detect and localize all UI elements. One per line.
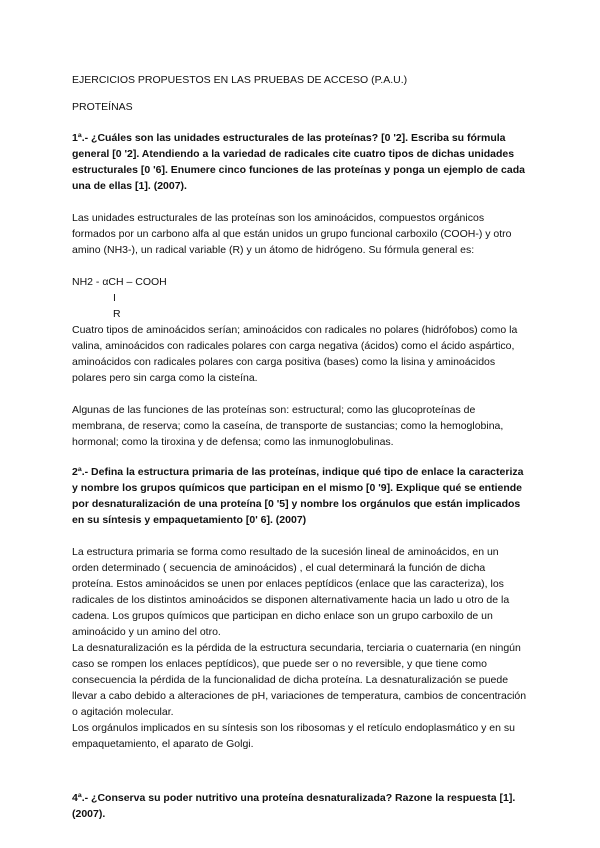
formula-line-2: I [113, 292, 116, 304]
document-title: EJERCICIOS PROPUESTOS EN LAS PRUEBAS DE ACCESO (P.A.U.) [72, 74, 408, 86]
answer-2-paragraph-3: Los orgánulos implicados en su síntesis son los ribosomas y el retículo endoplasmático y en su empaquetamiento, el aparato de Golgi. [72, 722, 515, 750]
question-1: 1ª.- ¿Cuáles son las unidades estructurales de las proteínas? [0 '2]. Escriba su fórmula general [0 '2]. Atendiendo a la variedad de radicales cite cuatro tipos de dichas unidades estructurales [0 '6]. Enumere cinco funciones de las proteínas y ponga un ejemplo de cada una de ellas [1]. (2007). [72, 132, 525, 192]
answer-2-paragraph-1: La estructura primaria se forma como resultado de la sucesión lineal de aminoácidos, en un orden determinado ( secuencia de aminoácidos) , el cual determinará la función de dicha proteína. Estos aminoácidos se unen por enlaces peptídicos (enlace que las caracteriza), los radicales de los distintos aminoácidos se disponen alternativamente hacia un lado u otro de la cadena. Los grupos químicos que participan en dicho enlace son un grupo carboxilo de un aminoácido y un amino del otro. [72, 546, 510, 638]
answer-2-paragraph-2: La desnaturalización es la pérdida de la estructura secundaria, terciaria o cuaternaria (en ningún caso se rompen los enlaces peptídicos), que puede ser o no reversible, y que tiene como consecuencia la pérdida de la funcionalidad de dicha proteína. La desnaturalización se puede llevar a cabo debido a alteraciones de pH, variaciones de temperatura, cambios de concentración o agitación molecular. [72, 642, 527, 718]
question-4: 4ª.- ¿Conserva su poder nutritivo una proteína desnaturalizada? Razone la respuesta [1]. (2007). [72, 792, 516, 820]
formula-line-1: NH2 - αCH – COOH [72, 276, 167, 288]
amino-acid-formula [72, 274, 528, 322]
formula-line-3: R [113, 308, 121, 320]
answer-1-paragraph-3: Algunas de las funciones de las proteínas son: estructural; como las glucoproteínas de membrana, de reserva; como la caseína, de transporte de sustancias; como la hemoglobina, hormonal; como la tiroxina y de defensa; como las inmunoglobulinas. [72, 404, 504, 448]
answer-1-paragraph-2: Cuatro tipos de aminoácidos serían; aminoácidos con radicales no polares (hidrófobos) como la valina, aminoácidos con radicales polares con carga negativa (ácidos) como el ácido aspártico, aminoácidos con radicales polares con carga positiva (bases) como la lisina y aminoácidos polares pero sin carga como la cisteína. [72, 324, 518, 384]
subject-heading: PROTEÍNAS [72, 101, 133, 113]
question-2: 2ª.- Defina la estructura primaria de las proteínas, indique qué tipo de enlace la caracteriza y nombre los grupos químicos que participan en el mismo [0 '9]. Explique qué se entiende por desnaturalización de una proteína [0 '5] y nombre los orgánulos que están implicados en su síntesis y empaquetamiento [0' 6]. (2007) [72, 466, 524, 526]
answer-1-paragraph-1: Las unidades estructurales de las proteínas son los aminoácidos, compuestos orgánicos formados por un carbono alfa al que están unidos un grupo funcional carboxilo (COOH-) y otro amino (NH3-), un radical variable (R) y un átomo de hidrógeno. Su fórmula general es: [72, 212, 512, 256]
